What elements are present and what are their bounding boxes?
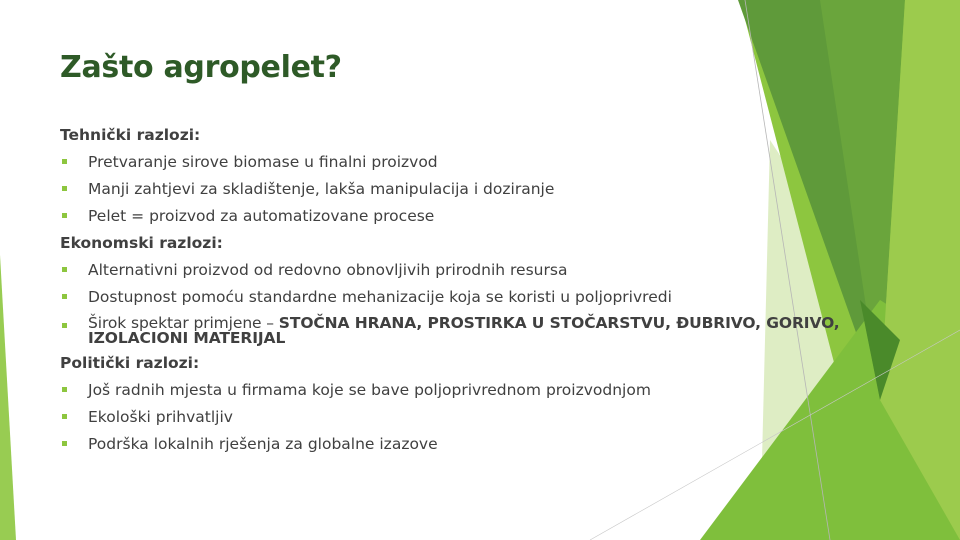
list-item bbox=[60, 178, 850, 205]
list-item-text: Pretvaranje sirove biomase u finalni proizvod bbox=[88, 153, 438, 171]
bullet-marker bbox=[62, 294, 67, 299]
bullet-marker bbox=[62, 267, 67, 272]
bullet-marker bbox=[62, 323, 67, 328]
list-item-text: Pelet = proizvod za automatizovane procese bbox=[88, 207, 435, 225]
slide-title: Zašto agropelet? bbox=[60, 50, 342, 85]
bullet-marker bbox=[62, 186, 67, 191]
list-item bbox=[60, 313, 850, 352]
list-item bbox=[60, 286, 850, 313]
list-item-text-emphasis: STOČNA HRANA, PROSTIRKA U STOČARSTVU, ĐUBRIVO, GORIVO, IZOLACIONI MATERIJAL bbox=[88, 314, 840, 347]
list-item bbox=[60, 259, 850, 286]
list-item-text: Dostupnost pomoću standardne mehanizacije koja se koristi u poljoprivredi bbox=[88, 288, 672, 306]
list-item-text-prefix: Širok spektar primjene – bbox=[88, 314, 279, 332]
list-item bbox=[60, 151, 850, 178]
bullet-marker bbox=[62, 387, 67, 392]
list-item bbox=[60, 406, 850, 433]
section-heading-economic: Ekonomski razlozi: bbox=[60, 234, 223, 252]
section-heading-technical: Tehnički razlozi: bbox=[60, 126, 201, 144]
list-item-text: Manji zahtjevi za skladištenje, lakša manipulacija i doziranje bbox=[88, 180, 555, 198]
list-item-text: Alternativni proizvod od redovno obnovljivih prirodnih resursa bbox=[88, 261, 568, 279]
list-item bbox=[60, 205, 850, 232]
section-heading-political: Politički razlozi: bbox=[60, 354, 200, 372]
list-item-text: Ekološki prihvatljiv bbox=[88, 408, 233, 426]
left-green-sliver bbox=[0, 255, 16, 540]
bullet-marker bbox=[62, 159, 67, 164]
list-item bbox=[60, 433, 850, 460]
list-item bbox=[60, 379, 850, 406]
slide-content bbox=[60, 124, 850, 460]
list-item-text: Još radnih mjesta u firmama koje se bave poljoprivrednom proizvodnjom bbox=[88, 381, 651, 399]
list-item-text: Podrška lokalnih rješenja za globalne izazove bbox=[88, 435, 438, 453]
bullet-marker bbox=[62, 213, 67, 218]
bullet-marker bbox=[62, 441, 67, 446]
bullet-marker bbox=[62, 414, 67, 419]
